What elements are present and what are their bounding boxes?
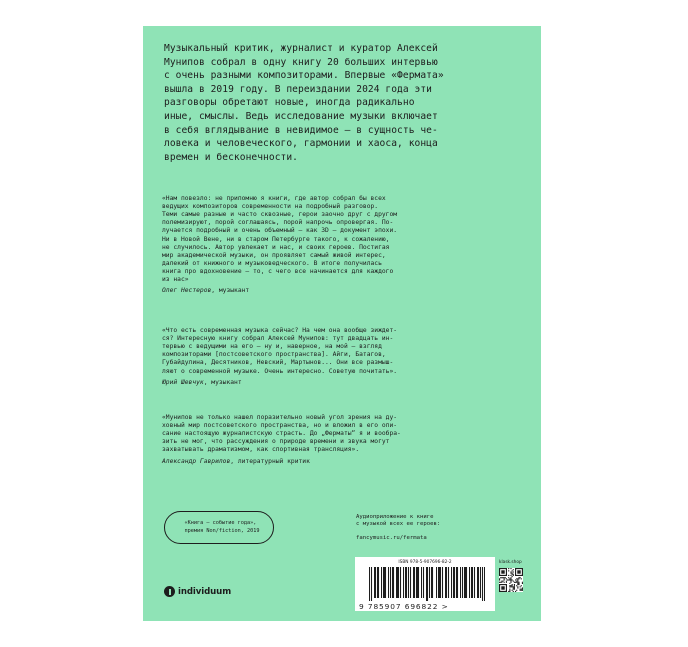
award-badge (164, 511, 274, 544)
quote-author: Олег Нестеров (162, 287, 212, 295)
barcode-digits: 9 785907 696822 > (359, 602, 449, 611)
barcode-icon (369, 567, 485, 601)
quote-author: Юрий Шевчук (162, 378, 204, 386)
isbn-text: ISBN 978-5-907696-82-2 (398, 560, 452, 565)
qr-label: klask.shop (499, 560, 522, 565)
publisher-logo (164, 586, 231, 597)
review-quote (162, 319, 522, 395)
quote-role: , музыкант (203, 378, 242, 386)
audio-note: Аудиоприложение к книге с музыкой всех ее героев: (356, 514, 441, 528)
audio-link[interactable]: fancymusic.ru/fermata (356, 535, 427, 541)
book-back-cover (143, 26, 541, 621)
quote-role: , литературный критик (230, 457, 310, 465)
quote-text: «Что есть современная музыка сейчас? На чем она вообще зиждет- ся? Интересную книгу собрал Алексей Мунипов: тут двадцать ин- тервью с ведущими на его — ну и, наверное, на мой — взгляд композиторами [постсоветского пространства]. Айги, Батагов, Губайдулина, Десятников, Невский, Мартынов... Они все размыш- ляют о современной музыке. Очень интересно. Советую почитать». (162, 327, 398, 375)
quote-author: Александр Гаврилов (162, 457, 231, 465)
quote-role: , музыкант (211, 287, 250, 295)
qr-panel (499, 557, 525, 611)
review-quote (162, 406, 522, 474)
quote-signature (162, 287, 522, 295)
barcode-panel (355, 557, 495, 611)
publisher-name: individuum (178, 586, 232, 597)
publisher-logo-icon (164, 586, 175, 597)
cover-annotation: Музыкальный критик, журналист и куратор Алексей Мунипов собрал в одну книгу 20 больших интервью с очень разными композиторами. Впервые «Фермата» вышла в 2019 году. В переиздании 2024 года эти разговоры обретают новые, иногда радикально иные, смыслы. Ведь исследование музыки включает в себя вглядывание в невидимое — в сущность че- ловека и человеческого, гармонии и хаоса, конца времен и бесконечности. (164, 43, 444, 163)
quote-text: «Нам повезло: не припомню я книги, где автор собрал бы всех ведущих композиторов современности на подробный разговор. Теми самые разные и часто сквозные, герои заочно друг с другом полемизируют, порой соглашаясь, порой напрочь опровергая. По- лучается подробный и очень объемный — как 3D — документ эпохи. Ни в Новой Вене, ни в старом Петербурге такого, к сожалению, не случилось. Автор увлекает и нас, и своих героев. Постигая мир академической музыки, он проявляет самый живой интерес, далекий от книжного и музыковедческого. В итоге получилась книга про вдохновение — то, с чего все начинается для каждого из нас» (162, 195, 398, 284)
qr-code-icon (499, 568, 523, 592)
review-quote (162, 187, 522, 303)
quote-signature (162, 458, 522, 466)
award-text: «Книга — событие года», премия Non/fiction, 2019 (184, 520, 260, 534)
quote-text: «Мунипов не только нашел поразительно новый угол зрения на ду- ховный мир постсоветского пространства, но и вложил в его опи- сание настоящую журналистскую страсть. До „Ферматы“ я и вообра- зить не мог, что рассуждения о природе времени и звука могут захватывать драматизмом, как спортивная трансляция». (162, 414, 401, 454)
quote-signature (162, 379, 522, 387)
